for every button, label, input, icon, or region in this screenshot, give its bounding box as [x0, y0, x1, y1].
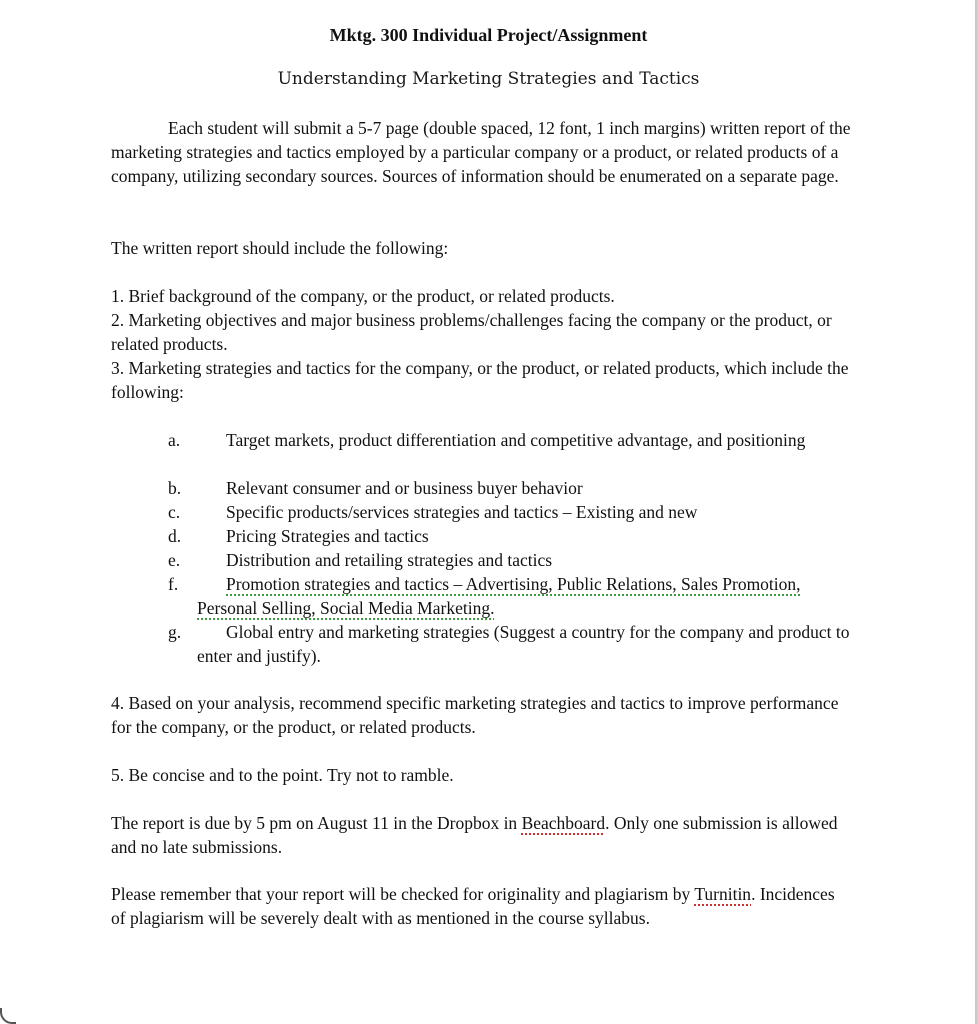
subitem-text: Relevant consumer and or business buyer behavior: [226, 478, 583, 498]
subitem-letter: a.: [168, 430, 181, 450]
subitem-text: Distribution and retailing strategies and tactics: [226, 550, 553, 570]
list-item-1: 1. Brief background of the company, or the product, or related products.: [111, 286, 615, 306]
subitem-letter: e.: [168, 550, 181, 570]
list-item-4: 4. Based on your analysis, recommend specific marketing strategies and tactics to improve performance for the company, or the product, or related products.: [111, 693, 839, 737]
subitem-letter: b.: [168, 478, 182, 498]
subitem-e: [168, 548, 868, 572]
due-date-paragraph: The report is due by 5 pm on August 11 in the Dropbox in Beachboard. Only one submission is allowed and no late submissions.: [111, 813, 838, 857]
list-item-3: 3. Marketing strategies and tactics for the company, or the product, or related products, which include the following:: [111, 358, 849, 402]
subitem-text: Specific products/services strategies and tactics – Existing and new: [226, 502, 698, 522]
window-corner: [0, 1008, 16, 1024]
subitem-b: [168, 476, 868, 500]
include-heading: The written report should include the following:: [111, 238, 449, 258]
spellcheck-flagged-word[interactable]: Turnitin: [694, 884, 752, 904]
grammar-flagged-text[interactable]: Promotion strategies and tactics – Advertising, Public Relations, Sales Promotion, Personal Selling, Social Media Marketing.: [197, 574, 801, 618]
subitem-letter: g.: [168, 622, 182, 642]
document-title: Mktg. 300 Individual Project/Assignment: [329, 25, 648, 45]
subitem-text: Target markets, product differentiation and competitive advantage, and positioning: [226, 430, 806, 450]
list-item-2: 2. Marketing objectives and major business problems/challenges facing the company or the product, or related products.: [111, 310, 832, 354]
spellcheck-flagged-word[interactable]: Beachboard: [521, 813, 606, 833]
subitem-g: [168, 620, 868, 668]
intro-paragraph: Each student will submit a 5-7 page (double spaced, 12 font, 1 inch margins) written report of the marketing strategies and tactics employed by a particular company or a product, or related products of a company, utilizing secondary sources. Sources of information should be enumerated on a separate page.: [111, 118, 851, 186]
list-item-5: 5. Be concise and to the point. Try not to ramble.: [111, 765, 454, 785]
subitem-letter: c.: [168, 502, 181, 522]
subitem-c: [168, 500, 868, 524]
document-subtitle: Understanding Marketing Strategies and Tactics: [277, 69, 700, 89]
subitem-letter: f.: [168, 574, 179, 594]
subitem-f: [168, 572, 868, 620]
subitem-text: Global entry and marketing strategies (Suggest a country for the company and product to enter and justify).: [197, 622, 850, 666]
subitem-letter: d.: [168, 526, 182, 546]
subitem-text: Pricing Strategies and tactics: [226, 526, 429, 546]
plagiarism-paragraph: Please remember that your report will be checked for originality and plagiarism by Turnitin. Incidences of plagiarism will be severely dealt with as mentioned in the course syllabus.: [111, 884, 835, 928]
subitem-a: [168, 428, 868, 452]
subitem-d: [168, 524, 868, 548]
